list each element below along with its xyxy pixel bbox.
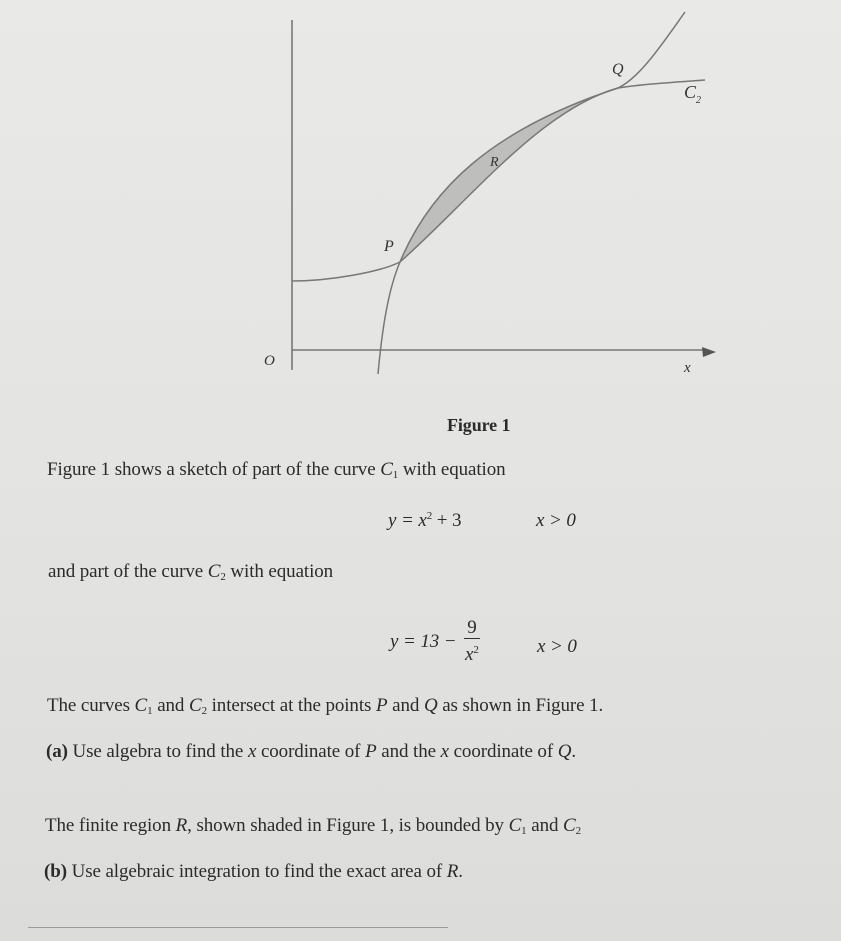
page-edge-divider bbox=[28, 927, 448, 928]
part-b-r: R bbox=[446, 861, 459, 882]
figure-caption: Figure 1 bbox=[447, 415, 511, 435]
part-a-t1: Use algebra to find the bbox=[72, 741, 244, 762]
x-axis-arrow-icon bbox=[702, 347, 716, 357]
x-axis-label: x bbox=[684, 360, 691, 376]
curve-c2-subscript: 2 bbox=[696, 95, 702, 106]
intersect-t5: as shown in Figure 1. bbox=[442, 695, 604, 716]
part-a-t4: coordinate of bbox=[453, 741, 554, 762]
part-a-t3: and the bbox=[381, 741, 436, 762]
curve-c2-ref: C bbox=[207, 561, 221, 582]
intersect-c1: C bbox=[134, 695, 148, 716]
eq1-rhs: + 3 bbox=[436, 510, 462, 531]
intro-text: Figure 1 shows a sketch of part of the curve bbox=[47, 459, 376, 480]
region-c2-sub: 2 bbox=[575, 825, 582, 837]
eq2-condition: x > 0 bbox=[537, 636, 577, 657]
curve-c1 bbox=[292, 12, 685, 281]
region-c1: C bbox=[508, 815, 522, 836]
region-c2: C bbox=[563, 815, 576, 836]
region-r-shading bbox=[400, 88, 618, 262]
part-b-label: (b) bbox=[44, 861, 67, 882]
equation-c2 bbox=[390, 618, 483, 666]
intersect-c2: C bbox=[188, 695, 202, 716]
eq1-condition: x > 0 bbox=[536, 510, 576, 531]
point-q-label: Q bbox=[612, 61, 624, 78]
origin-label: O bbox=[264, 353, 275, 369]
curve-c1-ref-sub: 1 bbox=[392, 469, 399, 481]
eq2-numerator: 9 bbox=[464, 618, 479, 639]
part-a-x1: x bbox=[247, 741, 257, 762]
intersect-q: Q bbox=[423, 695, 438, 716]
eq2-fraction bbox=[464, 618, 479, 666]
curve-c1-ref: C bbox=[380, 459, 393, 480]
part-a-x2: x bbox=[440, 741, 449, 762]
intersect-t4: and bbox=[392, 695, 420, 716]
with-equation-text: with equation bbox=[230, 561, 334, 582]
part-a-q: Q bbox=[557, 741, 572, 762]
equation-c1 bbox=[388, 510, 461, 532]
region-r-label: R bbox=[490, 155, 499, 170]
eq2-den-exp: 2 bbox=[473, 644, 479, 656]
region-t1: The finite region bbox=[45, 815, 171, 836]
part-a-t5: . bbox=[571, 741, 576, 762]
intersect-t3: intersect at the points bbox=[211, 695, 372, 716]
part-a-label: (a) bbox=[46, 741, 68, 762]
eq2-lhs: y = 13 − bbox=[390, 631, 457, 652]
curve-c2-ref-sub: 2 bbox=[220, 571, 226, 583]
region-r: R bbox=[175, 815, 188, 836]
part-a-line bbox=[46, 741, 576, 763]
curve-c2-letter: C bbox=[684, 82, 697, 102]
part-b-t1: Use algebraic integration to find the exact area of bbox=[71, 861, 443, 882]
and-part-text: and part of the curve bbox=[48, 561, 204, 582]
region-line bbox=[45, 815, 581, 837]
region-t3: and bbox=[531, 815, 559, 836]
intersect-line bbox=[47, 695, 603, 717]
part-b-t2: . bbox=[458, 861, 463, 882]
intro-tail: with equation bbox=[402, 459, 506, 480]
eq1-lhs: y = x bbox=[388, 510, 427, 531]
curve-c2-label bbox=[684, 82, 701, 106]
region-t2: , shown shaded in Figure 1, is bounded by bbox=[187, 815, 504, 836]
intersect-c1-sub: 1 bbox=[147, 705, 153, 717]
eq2-den-var: x bbox=[465, 644, 474, 665]
part-a-p: P bbox=[365, 741, 377, 762]
and-part-line bbox=[48, 561, 333, 583]
intersect-t1: The curves bbox=[47, 695, 130, 716]
intro-line bbox=[47, 459, 506, 481]
part-b-line bbox=[44, 861, 463, 883]
part-a-t2: coordinate of bbox=[260, 741, 361, 762]
eq2-denominator bbox=[464, 639, 479, 666]
figure-1-sketch bbox=[0, 0, 841, 420]
intersect-t2: and bbox=[157, 695, 185, 716]
intersect-c2-sub: 2 bbox=[201, 705, 207, 717]
eq1-exponent: 2 bbox=[426, 510, 433, 522]
intersect-p: P bbox=[375, 695, 388, 716]
region-c1-sub: 1 bbox=[521, 825, 527, 837]
point-p-label: P bbox=[384, 238, 394, 255]
